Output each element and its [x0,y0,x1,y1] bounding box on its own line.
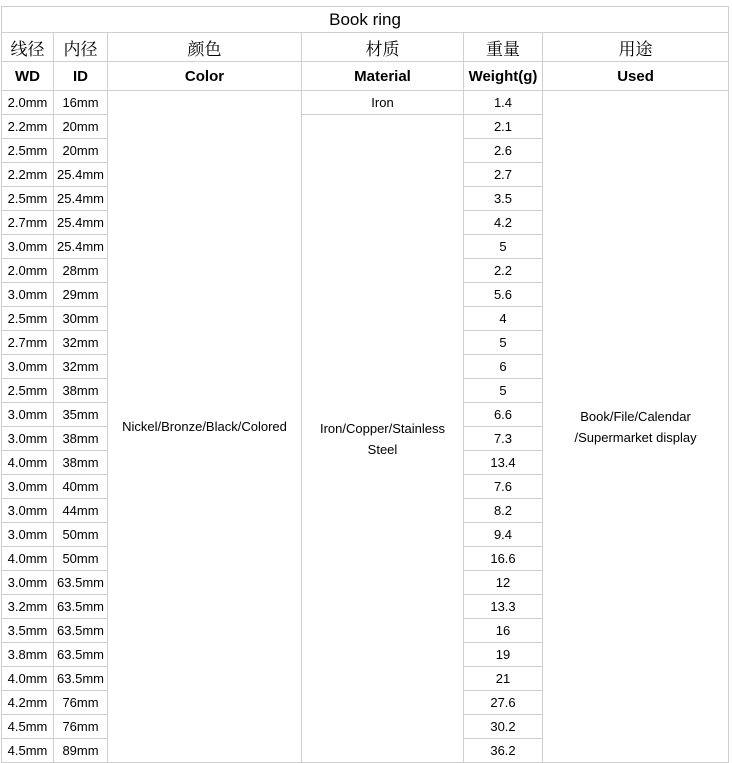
cell-weight: 1.4 [464,91,543,115]
header-cn-id: 内径 [54,33,108,62]
cell-weight: 2.6 [464,139,543,163]
table-row [2,91,729,115]
cell-weight: 2.1 [464,115,543,139]
cell-wd: 3.2mm [2,595,54,619]
cell-weight: 7.3 [464,427,543,451]
cell-weight: 5 [464,379,543,403]
cell-wd: 4.2mm [2,691,54,715]
cell-weight: 8.2 [464,499,543,523]
cell-id: 30mm [54,307,108,331]
header-en-id: ID [54,62,108,91]
cell-wd: 2.5mm [2,139,54,163]
cell-id: 25.4mm [54,235,108,259]
used-line-1: Book/File/Calendar [580,408,691,424]
material-line-2: Steel [367,441,398,457]
cell-weight: 9.4 [464,523,543,547]
header-row-english [2,62,729,91]
header-en-weight: Weight(g) [464,62,543,91]
table-body [2,91,729,763]
cell-wd: 2.0mm [2,259,54,283]
header-row-chinese [2,33,729,62]
cell-id: 38mm [54,451,108,475]
cell-wd: 3.0mm [2,235,54,259]
cell-weight: 16.6 [464,547,543,571]
cell-wd: 3.0mm [2,475,54,499]
cell-weight: 3.5 [464,187,543,211]
cell-wd: 3.5mm [2,619,54,643]
cell-weight: 2.7 [464,163,543,187]
cell-wd: 3.0mm [2,571,54,595]
cell-wd: 4.0mm [2,667,54,691]
material-line-1: Iron/Copper/Stainless [319,420,445,436]
cell-id: 28mm [54,259,108,283]
header-en-used: Used [543,62,729,91]
header-cn-material: 材质 [302,33,464,62]
cell-id: 29mm [54,283,108,307]
header-en-material: Material [302,62,464,91]
table-title: Book ring [2,7,729,33]
cell-id: 25.4mm [54,187,108,211]
table-title-row [2,7,729,33]
header-cn-used: 用途 [543,33,729,62]
book-ring-spec-table [1,6,729,763]
cell-wd: 2.5mm [2,379,54,403]
cell-wd: 2.0mm [2,91,54,115]
cell-weight: 4 [464,307,543,331]
cell-wd: 3.0mm [2,523,54,547]
cell-id: 38mm [54,379,108,403]
cell-id: 25.4mm [54,211,108,235]
used-line-2: /Supermarket display [574,429,697,445]
cell-wd: 2.5mm [2,187,54,211]
cell-id: 63.5mm [54,595,108,619]
cell-wd: 2.7mm [2,211,54,235]
cell-weight: 5 [464,331,543,355]
cell-wd: 4.0mm [2,547,54,571]
cell-material-iron: Iron [302,91,464,115]
cell-id: 32mm [54,355,108,379]
cell-id: 50mm [54,547,108,571]
cell-id: 63.5mm [54,571,108,595]
cell-id: 40mm [54,475,108,499]
cell-id: 63.5mm [54,643,108,667]
cell-id: 35mm [54,403,108,427]
cell-wd: 4.0mm [2,451,54,475]
cell-weight: 36.2 [464,739,543,763]
cell-wd: 3.8mm [2,643,54,667]
cell-id: 76mm [54,691,108,715]
cell-id: 63.5mm [54,619,108,643]
cell-id: 76mm [54,715,108,739]
header-en-color: Color [108,62,302,91]
cell-weight: 21 [464,667,543,691]
cell-weight: 5.6 [464,283,543,307]
cell-weight: 2.2 [464,259,543,283]
cell-wd: 2.7mm [2,331,54,355]
cell-weight: 4.2 [464,211,543,235]
cell-id: 63.5mm [54,667,108,691]
cell-weight: 6.6 [464,403,543,427]
cell-weight: 6 [464,355,543,379]
header-en-wd: WD [2,62,54,91]
cell-id: 44mm [54,499,108,523]
cell-id: 16mm [54,91,108,115]
cell-id: 20mm [54,115,108,139]
cell-wd: 4.5mm [2,739,54,763]
cell-weight: 27.6 [464,691,543,715]
header-cn-weight: 重量 [464,33,543,62]
header-cn-color: 颜色 [108,33,302,62]
cell-id: 50mm [54,523,108,547]
cell-weight: 12 [464,571,543,595]
cell-id: 32mm [54,331,108,355]
cell-weight: 13.4 [464,451,543,475]
cell-material-group [302,115,464,763]
cell-wd: 3.0mm [2,499,54,523]
cell-weight: 30.2 [464,715,543,739]
cell-id: 20mm [54,139,108,163]
cell-wd: 3.0mm [2,427,54,451]
cell-wd: 2.2mm [2,163,54,187]
header-cn-wd: 线径 [2,33,54,62]
cell-id: 25.4mm [54,163,108,187]
cell-color: Nickel/Bronze/Black/Colored [108,91,302,763]
cell-wd: 3.0mm [2,283,54,307]
cell-id: 89mm [54,739,108,763]
cell-weight: 7.6 [464,475,543,499]
cell-weight: 13.3 [464,595,543,619]
cell-id: 38mm [54,427,108,451]
cell-weight: 5 [464,235,543,259]
cell-wd: 2.2mm [2,115,54,139]
cell-wd: 3.0mm [2,355,54,379]
cell-wd: 4.5mm [2,715,54,739]
cell-wd: 3.0mm [2,403,54,427]
cell-used [543,91,729,763]
cell-weight: 19 [464,643,543,667]
cell-weight: 16 [464,619,543,643]
cell-wd: 2.5mm [2,307,54,331]
